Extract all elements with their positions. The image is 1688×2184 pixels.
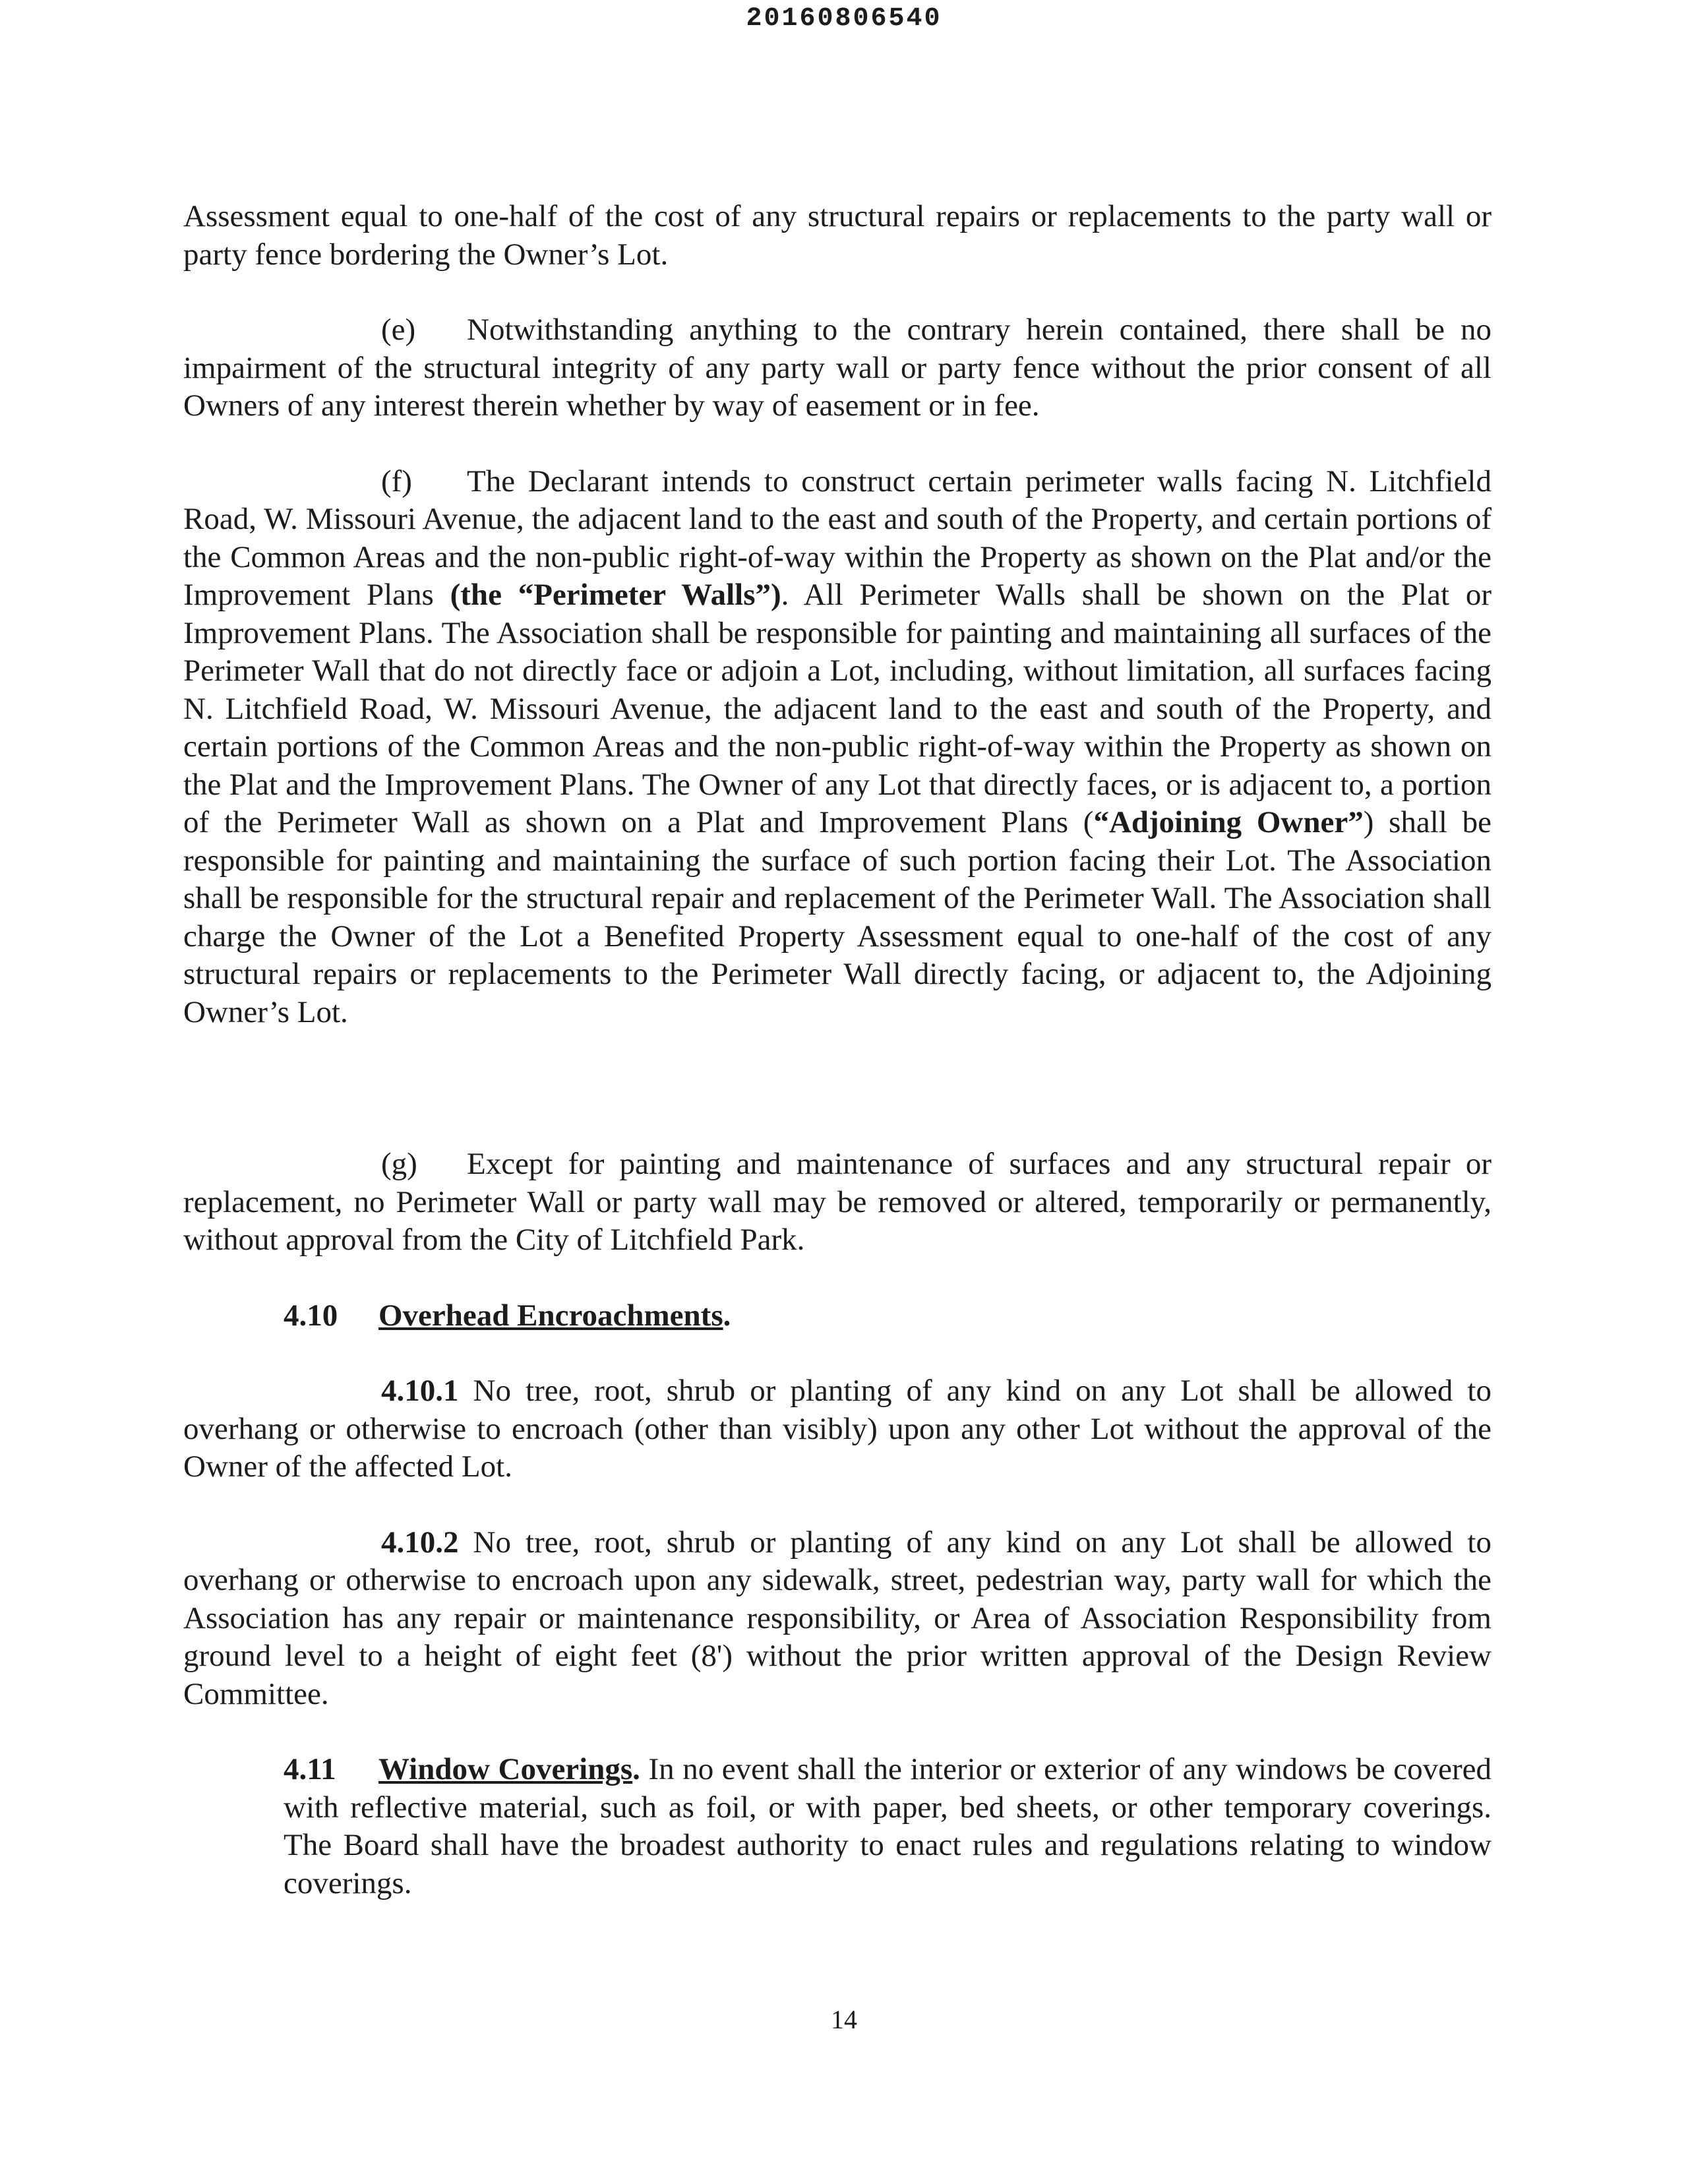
section-4-10-2-text: No tree, root, shrub or planting of any kind on any Lot shall be allowed to overhang or otherwise to encroach upon any sidewalk, street, pedestrian way, party wall for which the Association has any repair or maintenance responsibility, or Area of Association Responsibility from ground level to a height of eight feet (8') without the prior written approval of the Design Review Committee. bbox=[183, 1525, 1492, 1711]
adjoining-owner-defined-term: “Adjoining Owner” bbox=[1093, 805, 1364, 839]
paragraph-f-text-3: ) shall be responsible for painting and maintaining the surface of such portion facing their Lot. The Association shall be responsible for the structural repair and replacement of the Perimeter Wall. The Association shall charge the Owner of the Lot a Benefited Property Assessment equal to one-half of the cost of any structural repairs or replacements to the Perimeter Wall directly facing, or adjacent to, the Adjoining Owner’s Lot. bbox=[183, 805, 1492, 1029]
section-4-11 bbox=[183, 1751, 1492, 1902]
document-recording-number: 20160806540 bbox=[746, 4, 942, 34]
paragraph-continuation: Assessment equal to one-half of the cost of any structural repairs or replacements to the party wall or party fence bordering the Owner’s Lot. bbox=[183, 199, 1492, 272]
section-4-10-heading bbox=[183, 1297, 1492, 1335]
paragraph-4-10-1 bbox=[183, 1372, 1492, 1486]
section-4-10-2-number: 4.10.2 bbox=[381, 1525, 459, 1560]
section-4-10-title: Overhead Encroachments bbox=[378, 1298, 723, 1333]
section-4-11-number: 4.11 bbox=[284, 1752, 336, 1786]
section-4-11-period: . bbox=[632, 1752, 640, 1786]
section-4-11-text: In no event shall the interior or exterior of any windows be covered with reflective material, such as foil, or with paper, bed sheets, or other temporary coverings. The Board shall have the broadest authority to enact rules and regulations relating to window coverings. bbox=[284, 1752, 1492, 1900]
section-4-10-period: . bbox=[723, 1298, 731, 1333]
paragraph-g-text: Except for painting and maintenance of surfaces and any structural repair or replacement, no Perimeter Wall or party wall may be removed or altered, temporarily or permanently, without approval from the City of Litchfield Park. bbox=[183, 1147, 1492, 1257]
paragraph-4-10-2 bbox=[183, 1524, 1492, 1714]
paragraph-f-marker: (f) bbox=[381, 464, 412, 499]
section-4-10-1-text: No tree, root, shrub or planting of any kind on any Lot shall be allowed to overhang or otherwise to encroach (other than visibly) upon any other Lot without the approval of the Owner of the affected Lot. bbox=[183, 1374, 1492, 1484]
perimeter-walls-defined-term: (the “Perimeter Walls”) bbox=[450, 578, 781, 612]
page-body bbox=[183, 198, 1492, 1902]
paragraph-f-text-2: . All Perimeter Walls shall be shown on the Plat or Improvement Plans. The Association shall be responsible for painting and maintaining all surfaces of the Perimeter Wall that do not directly face or adjoin a Lot, including, without limitation, all surfaces facing N. Litchfield Road, W. Missouri Avenue, the adjacent land to the east and south of the Property, and certain portions of the Common Areas and the non-public right-of-way within the Property as shown on the Plat and the Improvement Plans. The Owner of any Lot that directly faces, or is adjacent to, a portion of the Perimeter Wall as shown on a Plat and Improvement Plans ( bbox=[183, 578, 1492, 839]
paragraph-e bbox=[183, 311, 1492, 425]
section-4-11-title: Window Coverings bbox=[378, 1752, 633, 1786]
paragraph-f-text-1: The Declarant intends to construct certain perimeter walls facing N. Litchfield Road, W. Missouri Avenue, the adjacent land to the east and south of the Property, and certain portions of the Common Areas and the non-public right-of-way within the Property as shown on the Plat and/or the Improvement Plans bbox=[183, 464, 1492, 612]
page-number: 14 bbox=[831, 2005, 857, 2034]
paragraph-g-marker: (g) bbox=[381, 1147, 417, 1181]
paragraph-f bbox=[183, 463, 1492, 1032]
paragraph-e-text: Notwithstanding anything to the contrary herein contained, there shall be no impairment of the structural integrity of any party wall or party fence without the prior consent of all Owners of any interest therein whether by way of easement or in fee. bbox=[183, 313, 1492, 423]
paragraph-g bbox=[183, 1145, 1492, 1259]
section-4-10-1-number: 4.10.1 bbox=[381, 1374, 459, 1408]
section-4-10-number: 4.10 bbox=[284, 1298, 338, 1333]
paragraph-e-marker: (e) bbox=[381, 313, 416, 347]
